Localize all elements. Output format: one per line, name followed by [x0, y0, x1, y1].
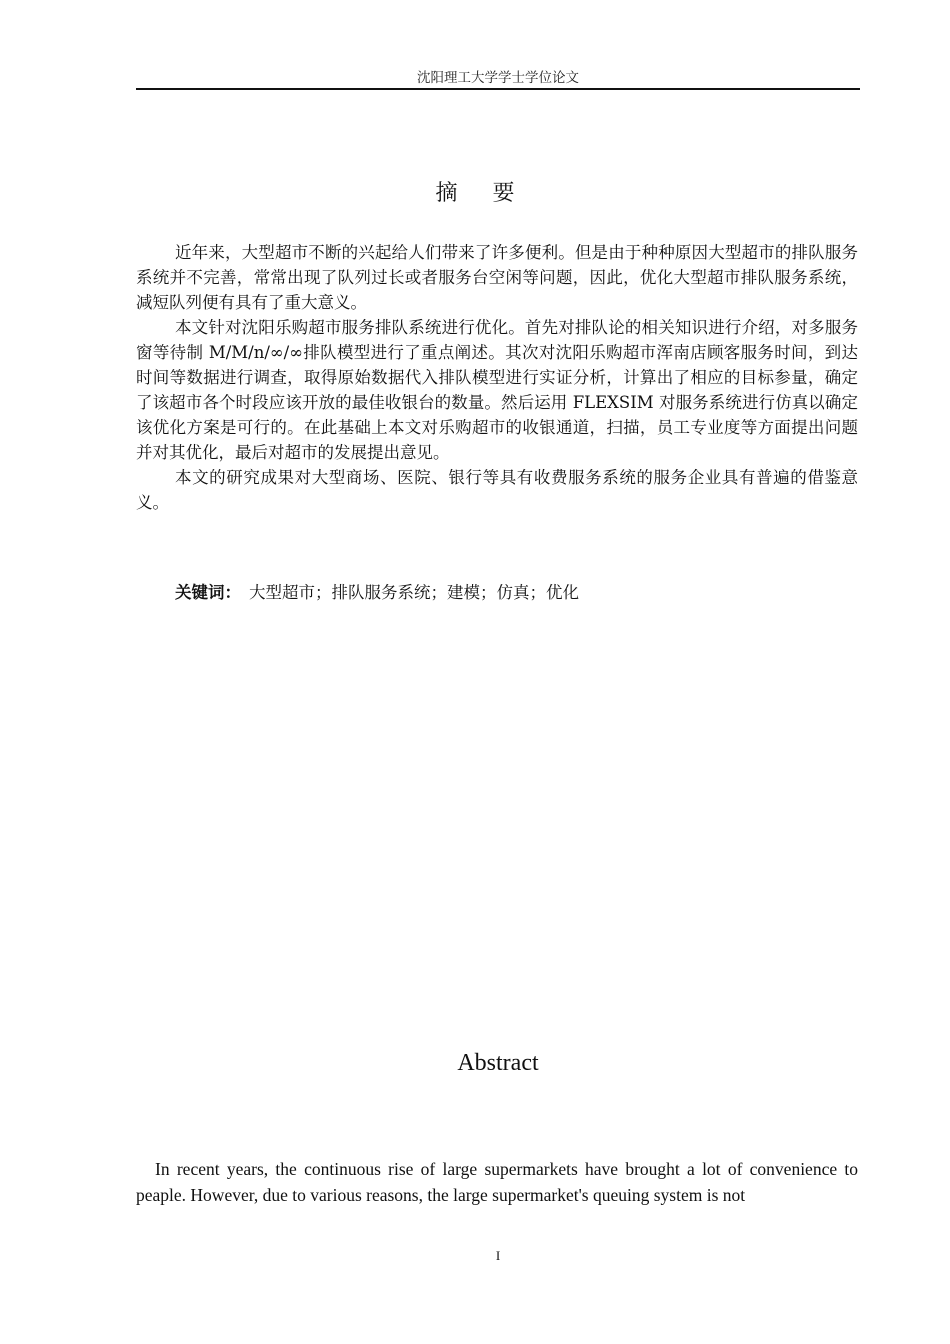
- english-abstract-paragraph: In recent years, the continuous rise of large supermarkets have brought a lot of convenience to peaple. However, due to various reasons, the large supermarket's queuing system is not: [136, 1159, 858, 1205]
- keywords-label: 关键词：: [175, 583, 241, 602]
- chinese-abstract-paragraph: 本文的研究成果对大型商场、医院、银行等具有收费服务系统的服务企业具有普遍的借鉴意义。: [136, 468, 858, 512]
- keywords-text: 大型超市；排队服务系统；建模；仿真；优化: [249, 583, 579, 602]
- english-abstract-body: [136, 1156, 858, 1208]
- running-header: 沈阳理工大学学士学位论文: [417, 70, 579, 86]
- keywords-line: [175, 580, 579, 605]
- header-divider: [136, 88, 860, 90]
- english-abstract-title: Abstract: [457, 1050, 539, 1076]
- chinese-abstract-title: 摘 要: [435, 181, 529, 206]
- page-number: I: [495, 1248, 501, 1263]
- chinese-abstract-body: [136, 240, 858, 515]
- chinese-abstract-paragraph: 本文针对沈阳乐购超市服务排队系统进行优化。首先对排队论的相关知识进行介绍，对多服务窗等待制 M/M/n/∞/∞排队模型进行了重点阐述。其次对沈阳乐购超市浑南店顾客服务时间，到达时间等数据进行调查，取得原始数据代入排队模型进行实证分析，计算出了相应的目标参量，确定了该超市各个时段应该开放的最佳收银台的数量。然后运用 FLEXSIM 对服务系统进行仿真以确定该优化方案是可行的。在此基础上本文对乐购超市的收银通道，扫描，员工专业度等方面提出问题并对其优化，最后对超市的发展提出意见。: [136, 318, 858, 462]
- chinese-abstract-paragraph: 近年来，大型超市不断的兴起给人们带来了许多便利。但是由于种种原因大型超市的排队服务系统并不完善，常常出现了队列过长或者服务台空闲等问题，因此，优化大型超市排队服务系统，减短队列便有具有了重大意义。: [136, 243, 858, 312]
